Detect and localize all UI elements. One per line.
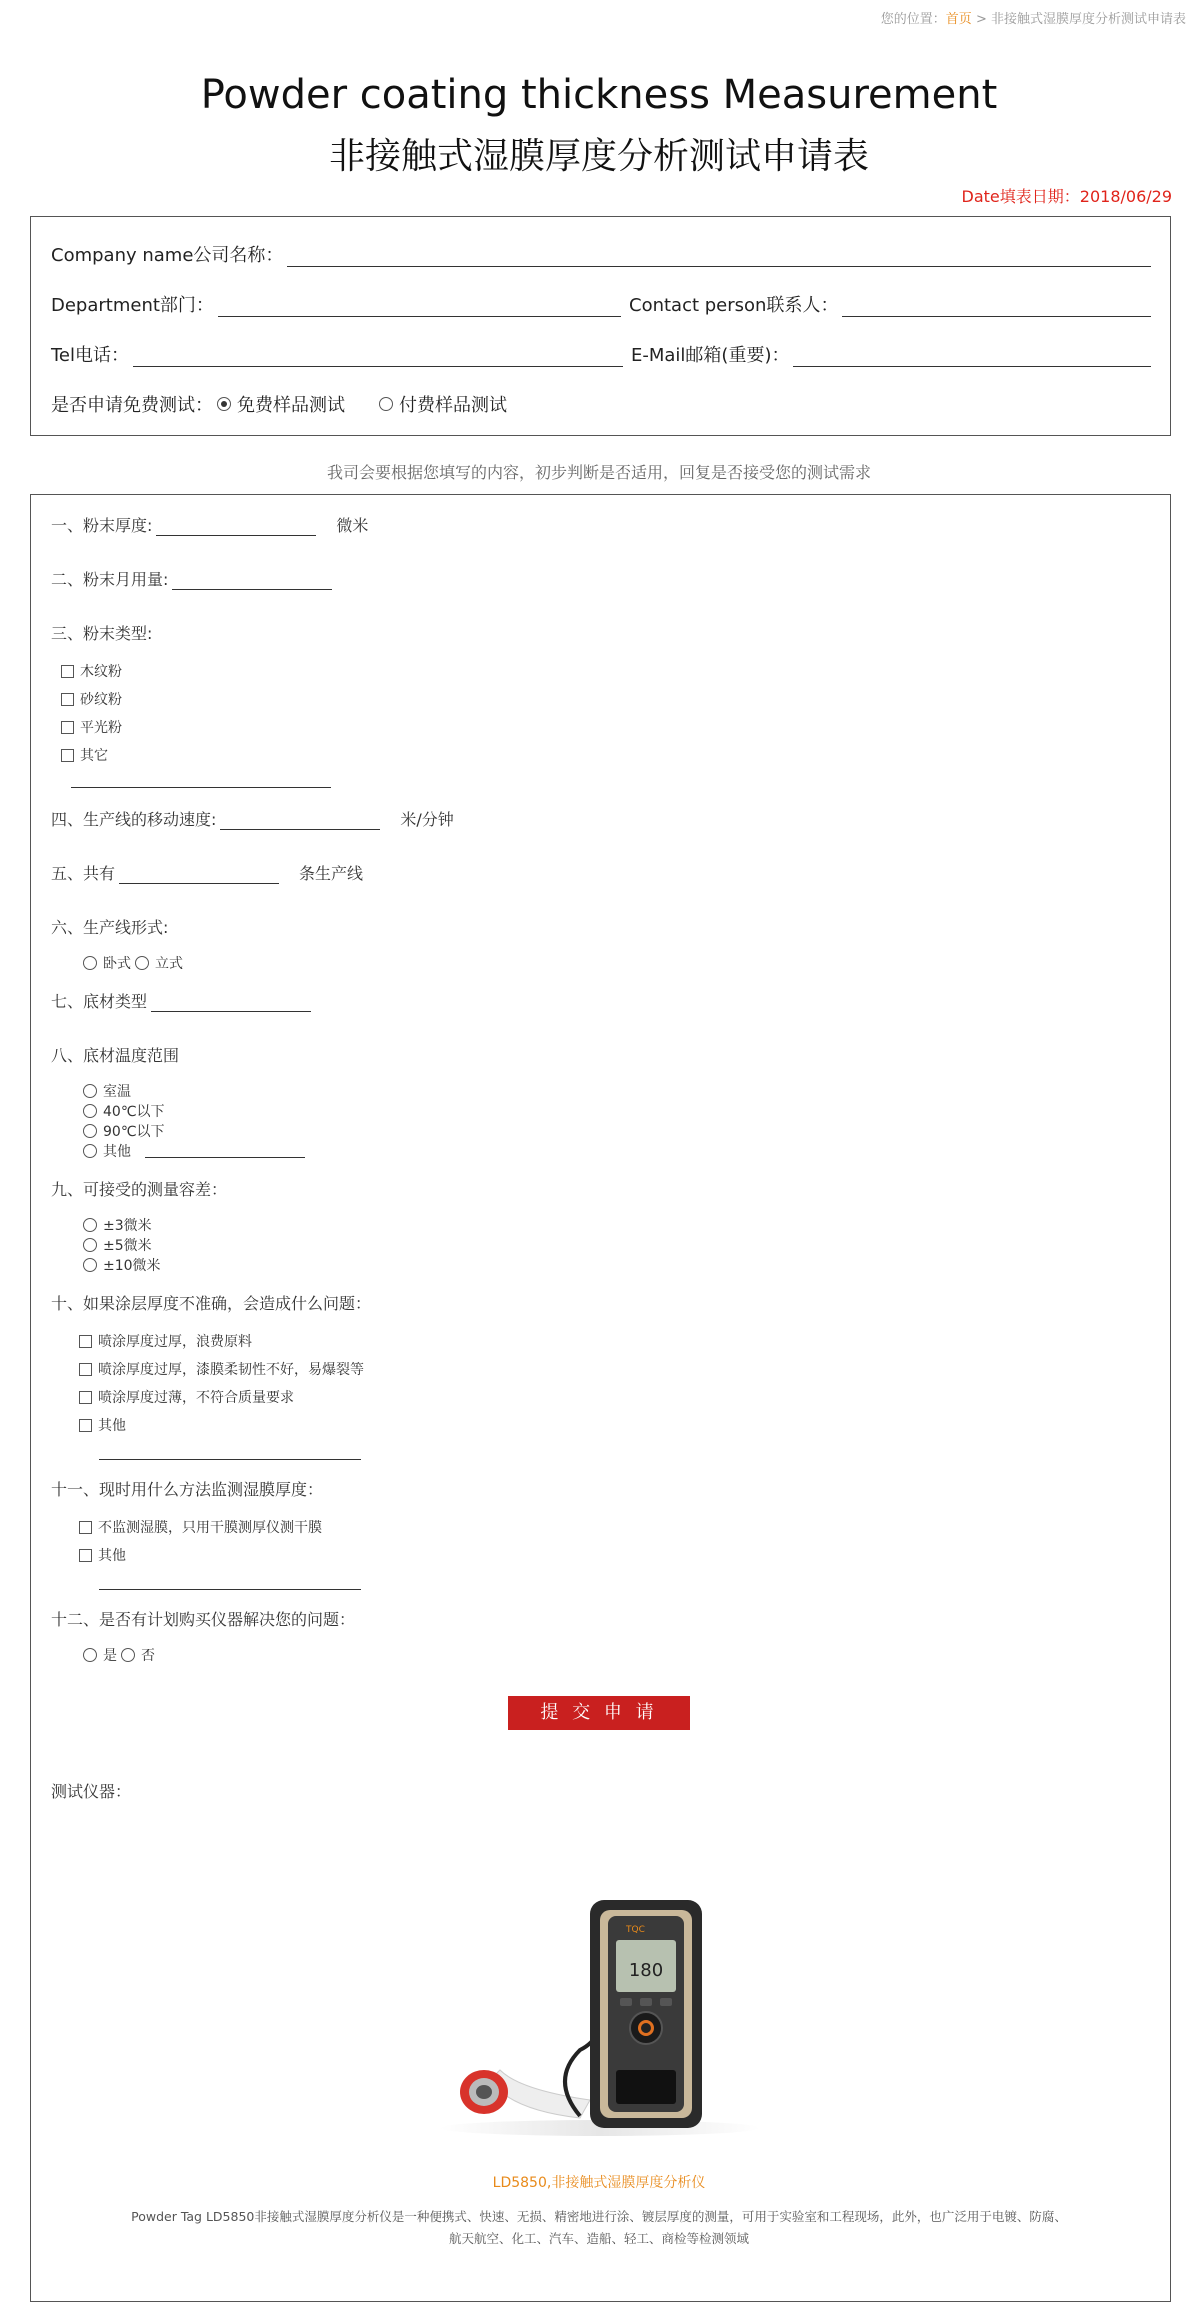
q6-option-label: 卧式 xyxy=(103,956,131,972)
q12-label: 十二、是否有计划购买仪器解决您的问题： xyxy=(51,1610,356,1629)
q9-option xyxy=(79,1255,161,1275)
q9-radio-1[interactable] xyxy=(83,1238,97,1252)
company-label: Company name公司名称： xyxy=(51,245,284,266)
breadcrumb-separator: > xyxy=(971,12,991,27)
q9-option-label: ±3微米 xyxy=(103,1218,152,1234)
department-row xyxy=(51,291,621,317)
q4-label: 四、生产线的移动速度: xyxy=(51,810,217,829)
q1-input[interactable] xyxy=(156,518,316,536)
q10-option-label: 喷涂厚度过薄，不符合质量要求 xyxy=(98,1390,294,1406)
contact-label: Contact person联系人： xyxy=(629,295,839,316)
q5-unit: 条生产线 xyxy=(299,864,364,883)
tel-label: Tel电话： xyxy=(51,345,130,366)
instrument-label: 测试仪器： xyxy=(51,1782,132,1801)
q9-radio-0[interactable] xyxy=(83,1218,97,1232)
email-row xyxy=(631,341,1151,367)
company-input[interactable] xyxy=(287,247,1151,267)
q2-input[interactable] xyxy=(172,572,332,590)
q10-checkbox-0[interactable] xyxy=(79,1335,92,1348)
q6-label: 六、生产线形式: xyxy=(51,918,169,937)
submit-button[interactable]: 提 交 申 请 xyxy=(508,1696,690,1730)
q8-option xyxy=(79,1081,131,1101)
instrument-description: Powder Tag LD5850非接触式湿膜厚度分析仪是一种便携式、快速、无损、精密地进行涂、镀层厚度的测量，可用于实验室和工程现场，此外，也广泛用于电镀、防腐、航天航空、化工、汽车、造船、轻工、商检等检测领域 xyxy=(131,2209,1067,2246)
q6-radio-1[interactable] xyxy=(135,956,149,970)
q3-option xyxy=(61,689,122,709)
q10-checkbox-2[interactable] xyxy=(79,1391,92,1404)
q11-other-input[interactable] xyxy=(99,1589,361,1590)
free-test-row xyxy=(51,391,507,417)
q3-option-label: 砂纹粉 xyxy=(80,692,122,708)
q5-row xyxy=(51,861,363,884)
email-input[interactable] xyxy=(793,347,1151,367)
contact-row xyxy=(629,291,1151,317)
q8-option-label: 40℃以下 xyxy=(103,1104,165,1120)
q9-option-label: ±5微米 xyxy=(103,1238,152,1254)
review-note: 我司会要根据您填写的内容，初步判断是否适用，回复是否接受您的测试需求 xyxy=(326,463,871,482)
q3-checkbox-3[interactable] xyxy=(61,749,74,762)
q11-option-label: 不监测湿膜，只用干膜测厚仪测干膜 xyxy=(98,1520,322,1536)
q3-option-label: 其它 xyxy=(80,748,108,764)
q5-input[interactable] xyxy=(119,866,279,884)
q10-option xyxy=(79,1331,252,1351)
fill-date: Date填表日期：2018/06/29 xyxy=(961,187,1172,206)
q11-checkbox-0[interactable] xyxy=(79,1521,92,1534)
q12-option-label: 是 xyxy=(103,1648,117,1664)
device-screen-reading: 180 xyxy=(628,1960,664,1981)
paid-test-option-label: 付费样品测试 xyxy=(399,395,507,416)
breadcrumb xyxy=(881,8,1186,27)
meter-body xyxy=(590,1900,702,2128)
q6-options xyxy=(79,953,183,973)
q3-option-label: 木纹粉 xyxy=(80,664,122,680)
q3-option xyxy=(61,717,122,737)
q8-option xyxy=(79,1101,165,1121)
q8-option-label: 90℃以下 xyxy=(103,1124,165,1140)
page-title-en: Powder coating thickness Measurement xyxy=(200,72,998,118)
q3-checkbox-2[interactable] xyxy=(61,721,74,734)
q11-checkbox-1[interactable] xyxy=(79,1549,92,1562)
q12-options xyxy=(79,1645,155,1665)
q8-option-label: 室温 xyxy=(103,1084,131,1100)
q8-radio-1[interactable] xyxy=(83,1104,97,1118)
q4-row xyxy=(51,807,454,830)
q10-checkbox-1[interactable] xyxy=(79,1363,92,1376)
q3-checkbox-1[interactable] xyxy=(61,693,74,706)
q10-label: 十、如果涂层厚度不准确，会造成什么问题： xyxy=(51,1294,372,1313)
page-title-zh: 非接触式湿膜厚度分析测试申请表 xyxy=(328,136,869,177)
q3-checkbox-0[interactable] xyxy=(61,665,74,678)
contact-info-box xyxy=(30,216,1171,436)
q7-input[interactable] xyxy=(151,994,311,1012)
q10-option-label: 喷涂厚度过厚，浪费原料 xyxy=(98,1334,252,1350)
department-input[interactable] xyxy=(218,297,621,317)
q8-other-input[interactable] xyxy=(145,1144,305,1158)
tel-input[interactable] xyxy=(133,347,623,367)
breadcrumb-home-link[interactable]: 首页 xyxy=(945,12,972,27)
q10-option-label: 喷涂厚度过厚，漆膜柔韧性不好，易爆裂等 xyxy=(98,1362,364,1378)
q10-option xyxy=(79,1387,294,1407)
q3-option-label: 平光粉 xyxy=(80,720,122,736)
q1-row xyxy=(51,513,368,536)
q8-label: 八、底材温度范围 xyxy=(51,1046,180,1065)
q5-label: 五、共有 xyxy=(51,864,116,883)
email-label: E-Mail邮箱(重要)： xyxy=(631,345,790,366)
q10-other-input[interactable] xyxy=(99,1459,361,1460)
q7-label: 七、底材类型 xyxy=(51,992,148,1011)
q8-option xyxy=(79,1121,165,1141)
q2-label: 二、粉末月用量: xyxy=(51,570,169,589)
q7-row xyxy=(51,989,317,1012)
q9-option-label: ±10微米 xyxy=(103,1258,161,1274)
q9-radio-2[interactable] xyxy=(83,1258,97,1272)
q11-label: 十一、现时用什么方法监测湿膜厚度： xyxy=(51,1480,324,1499)
paid-test-radio[interactable] xyxy=(379,397,393,411)
instrument-caption: LD5850,非接触式湿膜厚度分析仪 xyxy=(492,2175,706,2191)
q2-row xyxy=(51,567,338,590)
q3-option xyxy=(61,745,108,765)
q9-option xyxy=(79,1235,152,1255)
q4-input[interactable] xyxy=(220,812,380,830)
probe xyxy=(460,2070,590,2118)
q11-option xyxy=(79,1545,126,1565)
q6-option-label: 立式 xyxy=(155,956,183,972)
q3-other-input[interactable] xyxy=(71,787,331,788)
breadcrumb-prefix: 您的位置： xyxy=(880,12,946,27)
q10-checkbox-3[interactable] xyxy=(79,1419,92,1432)
q12-radio-no[interactable] xyxy=(121,1648,135,1662)
q6-radio-0[interactable] xyxy=(83,956,97,970)
q10-option-label: 其他 xyxy=(98,1418,126,1434)
q8-radio-2[interactable] xyxy=(83,1124,97,1138)
q11-option xyxy=(79,1517,322,1537)
breadcrumb-current: 非接触式湿膜厚度分析测试申请表 xyxy=(990,12,1186,27)
q1-unit: 微米 xyxy=(336,516,369,535)
department-label: Department部门： xyxy=(51,295,214,316)
free-test-label: 是否申请免费测试： xyxy=(51,395,213,416)
q10-option xyxy=(79,1359,364,1379)
q3-option xyxy=(61,661,122,681)
contact-input[interactable] xyxy=(842,297,1151,317)
q9-label: 九、可接受的测量容差： xyxy=(51,1180,228,1199)
q8-radio-0[interactable] xyxy=(83,1084,97,1098)
q8-option-label: 其他 xyxy=(103,1144,131,1160)
q11-option-label: 其他 xyxy=(98,1548,126,1564)
company-row xyxy=(51,241,1151,267)
q8-radio-3[interactable] xyxy=(83,1144,97,1158)
q10-option xyxy=(79,1415,126,1435)
q3-label: 三、粉末类型: xyxy=(51,624,153,643)
q1-label: 一、粉末厚度: xyxy=(51,516,153,535)
tel-row xyxy=(51,341,623,367)
free-test-radio[interactable] xyxy=(217,397,231,411)
q9-option xyxy=(79,1215,152,1235)
device-brand: TQC xyxy=(626,1925,645,1935)
q4-unit: 米/分钟 xyxy=(400,810,454,829)
q12-option-label: 否 xyxy=(141,1648,155,1664)
free-test-option-label: 免费样品测试 xyxy=(237,395,345,416)
q12-radio-yes[interactable] xyxy=(83,1648,97,1662)
instrument-image xyxy=(430,1880,760,2140)
q8-option xyxy=(79,1141,305,1161)
